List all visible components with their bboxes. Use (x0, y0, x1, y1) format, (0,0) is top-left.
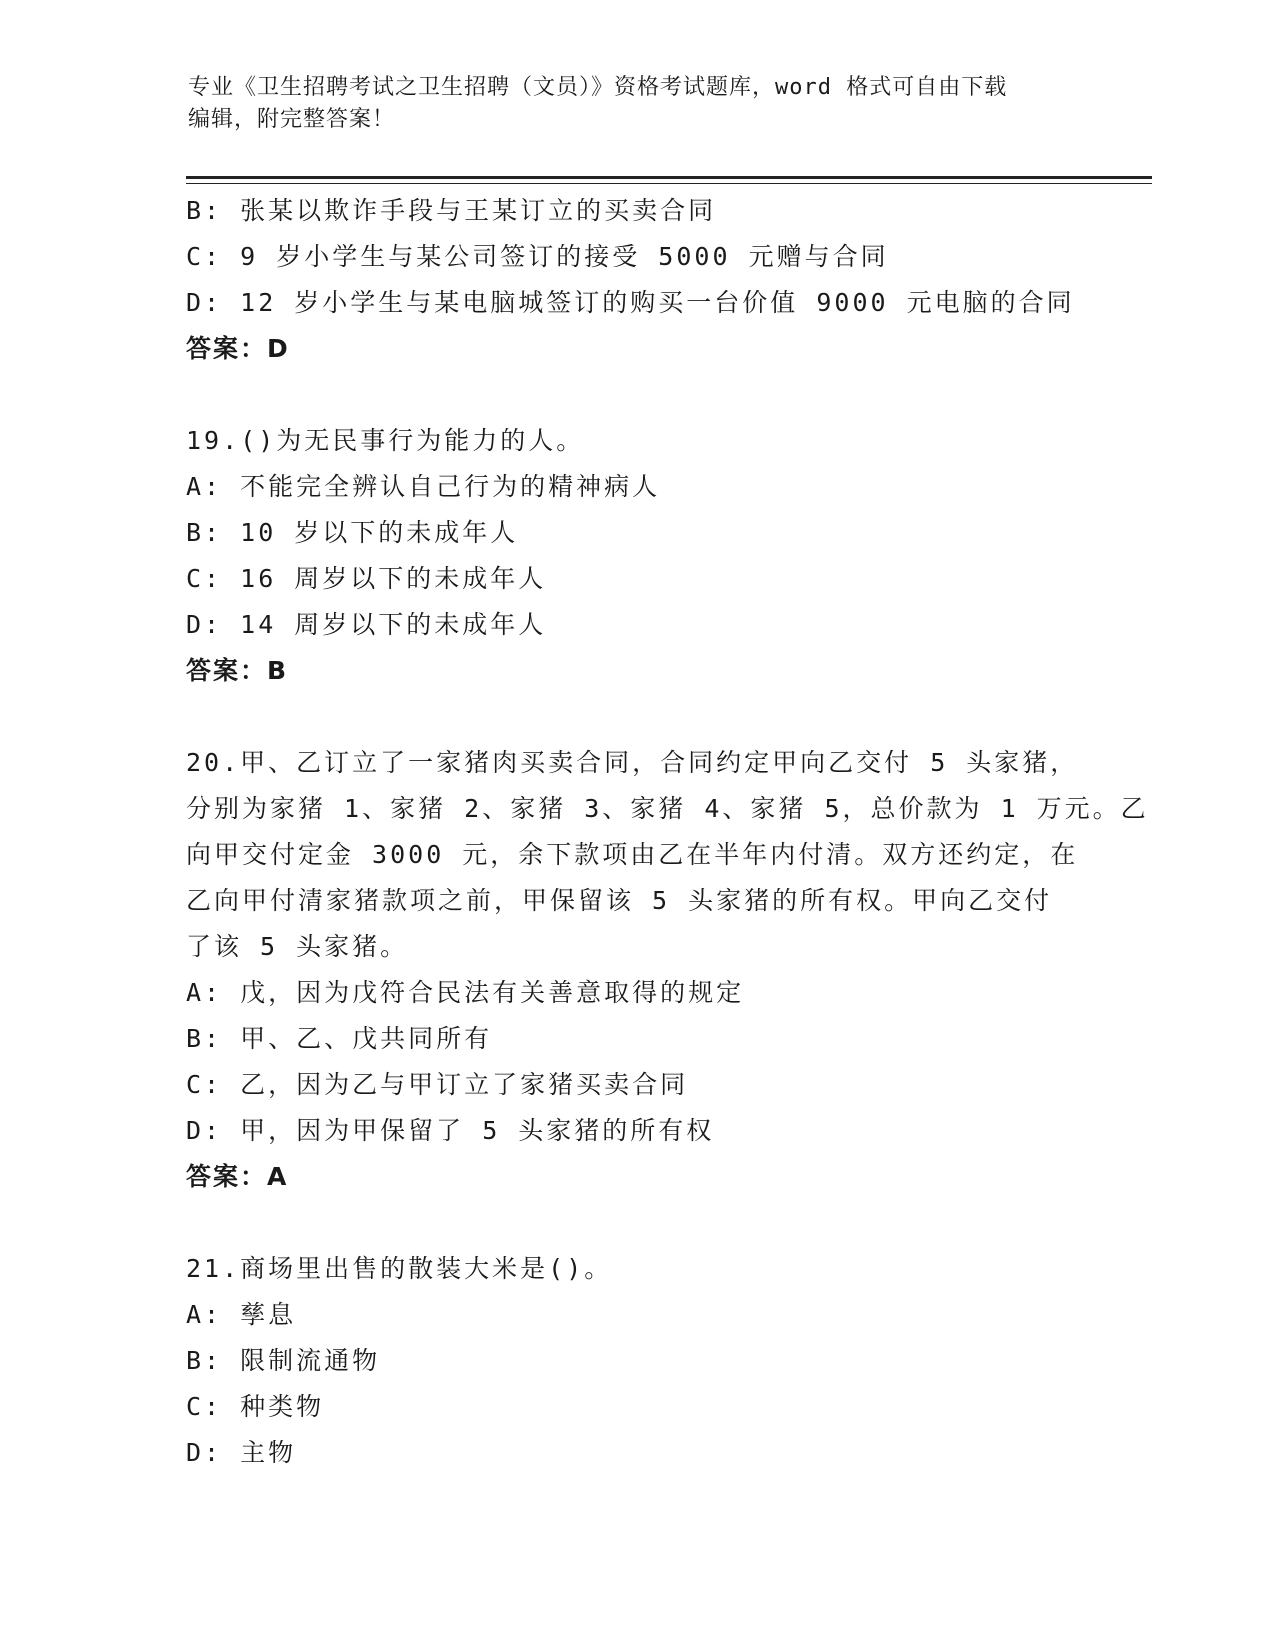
question-stem-line: 20.甲、乙订立了一家猪肉买卖合同，合同约定甲向乙交付 5 头家猪， (186, 748, 1079, 777)
option-c: C: 16 周岁以下的未成年人 (186, 564, 547, 593)
header-divider-thick (186, 176, 1152, 179)
header-divider-thin (186, 183, 1152, 184)
answer: 答案：B (186, 656, 289, 685)
question-stem-line: 分别为家猪 1、家猪 2、家猪 3、家猪 4、家猪 5，总价款为 1 万元。乙 (186, 794, 1149, 823)
option-d: D: 甲，因为甲保留了 5 头家猪的所有权 (186, 1116, 715, 1145)
option-b: B: 限制流通物 (186, 1346, 381, 1375)
option-b: B: 张某以欺诈手段与王某订立的买卖合同 (186, 196, 717, 225)
option-c: C: 种类物 (186, 1392, 325, 1421)
option-d: D: 主物 (186, 1438, 297, 1467)
question-19 (186, 418, 1086, 694)
option-a: A: 孳息 (186, 1300, 297, 1329)
question-21 (186, 1246, 1086, 1476)
document-header (188, 72, 1088, 136)
option-d: D: 12 岁小学生与某电脑城签订的购买一台价值 9000 元电脑的合同 (186, 288, 1075, 317)
question-stem: 19.()为无民事行为能力的人。 (186, 426, 585, 455)
question-stem: 21.商场里出售的散装大米是()。 (186, 1254, 613, 1283)
option-b: B: 甲、乙、戊共同所有 (186, 1024, 493, 1053)
spacer (186, 694, 1086, 740)
spacer (186, 1200, 1086, 1246)
answer: 答案：D (186, 334, 290, 363)
question-stem-line: 了该 5 头家猪。 (186, 932, 409, 961)
header-line-2: 编辑，附完整答案！ (188, 107, 396, 132)
option-b: B: 10 岁以下的未成年人 (186, 518, 519, 547)
question-stem-line: 向甲交付定金 3000 元，余下款项由乙在半年内付清。双方还约定，在 (186, 840, 1079, 869)
option-c: C: 乙，因为乙与甲订立了家猪买卖合同 (186, 1070, 689, 1099)
question-stem-line: 乙向甲付清家猪款项之前，甲保留该 5 头家猪的所有权。甲向乙交付 (186, 886, 1053, 915)
spacer (186, 372, 1086, 418)
question-18 (186, 188, 1086, 372)
option-a: A: 不能完全辨认自己行为的精神病人 (186, 472, 661, 501)
option-a: A: 戊，因为戊符合民法有关善意取得的规定 (186, 978, 745, 1007)
question-list (186, 188, 1149, 1476)
answer: 答案：A (186, 1162, 289, 1191)
header-line-1: 专业《卫生招聘考试之卫生招聘（文员）》资格考试题库，word 格式可自由下载 (188, 75, 1008, 100)
option-c: C: 9 岁小学生与某公司签订的接受 5000 元赠与合同 (186, 242, 889, 271)
question-20 (186, 740, 1149, 1200)
option-d: D: 14 周岁以下的未成年人 (186, 610, 547, 639)
